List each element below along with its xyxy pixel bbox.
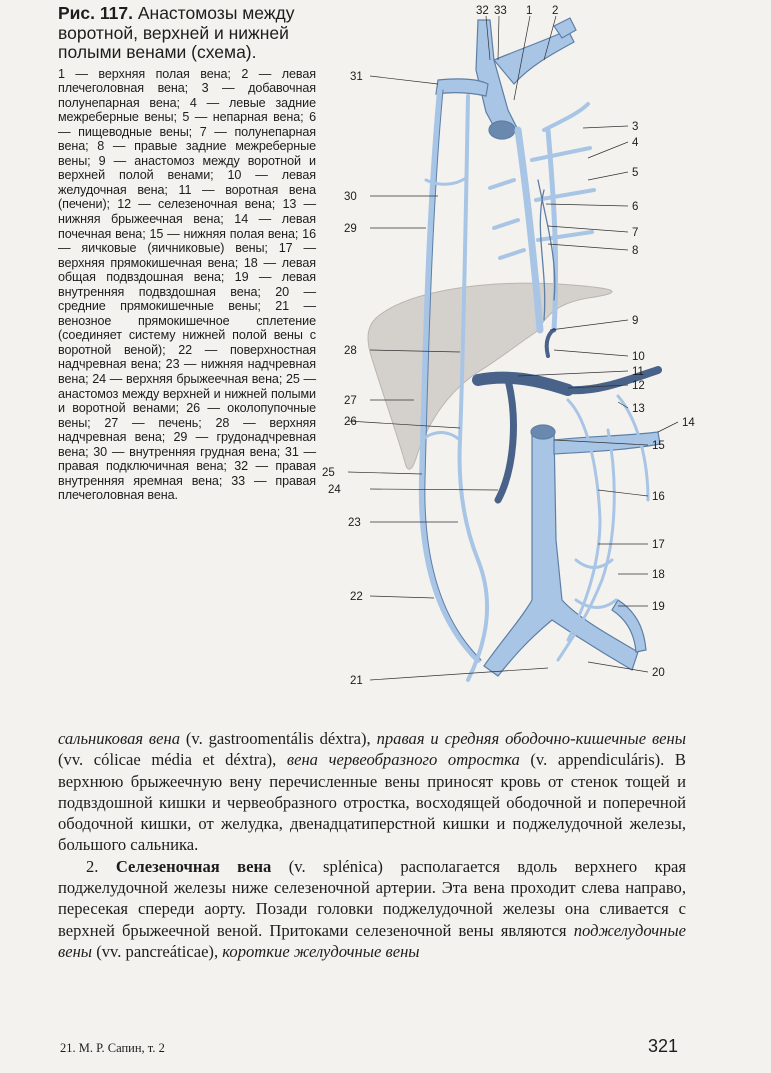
num-9: 9 xyxy=(632,315,639,327)
num-17: 17 xyxy=(652,539,665,551)
num-16: 16 xyxy=(652,491,665,503)
num-27: 27 xyxy=(344,395,357,407)
num-7: 7 xyxy=(632,227,639,239)
num-25: 25 xyxy=(322,467,335,479)
figure-title-text: Анастомозы между воротной, верхней и нижней полыми венами (схема). xyxy=(58,3,295,62)
num-14: 14 xyxy=(682,417,695,429)
term-gastroomental: сальниковая вена xyxy=(58,729,181,748)
p2-number: 2. xyxy=(86,856,116,876)
num-22: 22 xyxy=(350,591,363,603)
num-28: 28 xyxy=(344,345,357,357)
num-13: 13 xyxy=(632,403,645,415)
num-5: 5 xyxy=(632,167,639,179)
paragraph-2 xyxy=(58,856,686,962)
num-33: 33 xyxy=(494,5,507,17)
term-pancreatic-veins: поджелудочные вены xyxy=(58,920,686,961)
num-10: 10 xyxy=(632,351,645,363)
vein-diagram xyxy=(318,0,771,700)
figure-caption xyxy=(58,4,316,503)
num-29: 29 xyxy=(344,223,357,235)
p1-text-d: (vv. cólicae média et déxtra), xyxy=(58,750,287,770)
num-12: 12 xyxy=(632,380,645,392)
num-11: 11 xyxy=(632,366,644,378)
num-6: 6 xyxy=(632,201,639,213)
superior-vena-cava-group xyxy=(436,18,576,139)
term-colic-veins: правая и средняя ободочно-кишечные вены xyxy=(376,729,686,748)
num-26: 26 xyxy=(344,416,357,428)
num-19: 19 xyxy=(652,601,665,613)
term-appendicular: вена червеобразного отростка xyxy=(286,750,520,770)
p2-text-e: (vv. pancreáticae), xyxy=(92,941,223,961)
num-2: 2 xyxy=(552,5,559,17)
figure-label: Рис. 117. xyxy=(58,3,133,23)
anatomy-figure xyxy=(318,0,771,700)
num-15: 15 xyxy=(652,440,665,452)
body-text xyxy=(58,728,686,962)
num-31: 31 xyxy=(350,71,363,83)
num-3: 3 xyxy=(632,121,639,133)
num-24: 24 xyxy=(328,484,341,496)
p2-text-c: (v. splénica) располагается вдоль верхнего края поджелудочной железы ниже селезеночной артерии. Эта вена проходит слева направо, пересекая спереди аорту. Позади головки поджелудочной железы она сливается с верхней брыжеечной веной. Притоками селезеночной вены являются xyxy=(58,856,687,940)
num-20: 20 xyxy=(652,667,665,679)
sheet-signature: 21. М. Р. Сапин, т. 2 xyxy=(60,1041,165,1055)
paragraph-1 xyxy=(58,728,686,856)
term-splenic-vein: Селезеночная вена xyxy=(115,856,272,876)
num-1: 1 xyxy=(526,5,533,17)
page-number: 321 xyxy=(648,1036,679,1056)
num-32: 32 xyxy=(476,5,489,17)
p1-text-b: (v. gastroomentális déxtra), xyxy=(180,729,377,748)
figure-title xyxy=(58,4,316,63)
num-30: 30 xyxy=(344,191,357,203)
num-21: 21 xyxy=(350,675,363,687)
figure-legend: 1 — верхняя полая вена; 2 — левая плечеголовная вена; 3 — добавочная полунепарная вена; 4 — левые задние межреберные вены; 5 — непарная вена; 6 — пищеводные вены; 7 — полунепарная вена; 8 — правые задние межреберные вены; 9 — анастомоз между воротной и верхней полой венами; 10 — левая желудочная вена; 11 — воротная вена (печени); 12 — селезеночная вена; 13 — нижняя брыжеечная вена; 14 — левая почечная вена; 15 — нижняя полая вена; 16 — яичковые (яичниковые) вены; 17 — верхняя прямокишечная вена; 18 — левая общая подвздошная вена; 19 — левая внутренняя подвздошная вена; 20 — средние прямокишечные вены; 21 — венозное прямокишечное сплетение (соединяет систему нижней полой вены с воротной веной); 22 — поверхностная надчревная вена; 23 — нижняя надчревная вена; 24 — верхняя брыжеечная вена; 25 — анастомоз между верхней и нижней полыми и воротной венами; 26 — околопупочные вены; 27 — печень; 28 — верхняя надчревная вена; 29 — грудонадчревная вена; 30 — внутренняя грудная вена; 31 — правая подключичная вена; 32 — правая внутренняя яремная вена; 33 — правая плечеголовная вена. xyxy=(58,66,316,503)
num-23: 23 xyxy=(348,517,361,529)
p1-text-f: (v. appendiculáris). В верхнюю брыжеечную вену перечисленные вены приносят кровь от стенок тощей и подвздошной кишки и червеобразного отростка, восходящей ободочной и поперечной ободочной кишки, от желудка, двенадцатиперстной кишки и поджелудочной железы, большого сальника. xyxy=(58,750,686,855)
term-short-gastric-veins: короткие желудочные вены xyxy=(222,941,420,961)
num-18: 18 xyxy=(652,569,665,581)
num-8: 8 xyxy=(632,245,639,257)
num-4: 4 xyxy=(632,137,639,149)
